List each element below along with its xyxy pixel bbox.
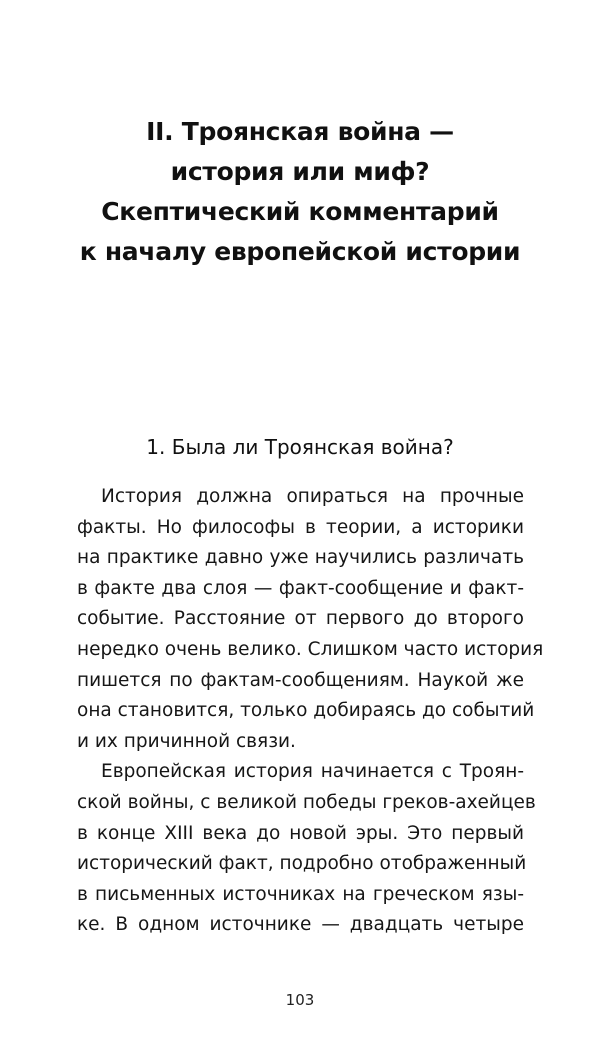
chapter-title-line: история или миф?	[170, 157, 430, 186]
text-line: событие. Расстояние от первого до второго	[77, 608, 524, 630]
chapter-title-line: к началу европейской истории	[79, 237, 521, 266]
chapter-title-line: Скептический комментарий	[101, 197, 499, 226]
paragraph	[77, 482, 544, 757]
chapter-title-line: II. Троянская война —	[146, 117, 454, 146]
body-text	[77, 482, 544, 941]
text-line: в конце XIII века до новой эры. Это первый	[77, 822, 524, 844]
text-line: ке. В одном источнике — двадцать четыре	[77, 914, 524, 936]
text-line: она становится, только добираясь до событий	[77, 700, 535, 722]
text-line: на практике давно уже научились различать	[77, 547, 524, 569]
text-line: ской войны, с великой победы греков-ахейцев	[77, 791, 536, 813]
text-line: пишется по фактам-сообщениям. Наукой же	[77, 669, 524, 691]
text-line: в факте два слоя — факт-сообщение и факт-	[77, 577, 524, 599]
text-line: и их причинной связи.	[77, 730, 296, 752]
page-number: 103	[285, 991, 315, 1009]
chapter-title	[60, 112, 540, 272]
paragraph	[77, 757, 536, 941]
section-title: 1. Была ли Троянская война?	[146, 435, 454, 459]
text-line: нередко очень велико. Слишком часто история	[77, 638, 544, 660]
text-line: История должна опираться на прочные	[101, 486, 524, 507]
text-line: исторический факт, подробно отображенный	[77, 853, 527, 875]
text-line: факты. Но философы в теории, а историки	[77, 516, 524, 538]
text-line: в письменных источниках на греческом язы-	[77, 883, 524, 905]
text-line: Европейская история начинается с Троян-	[101, 761, 524, 783]
